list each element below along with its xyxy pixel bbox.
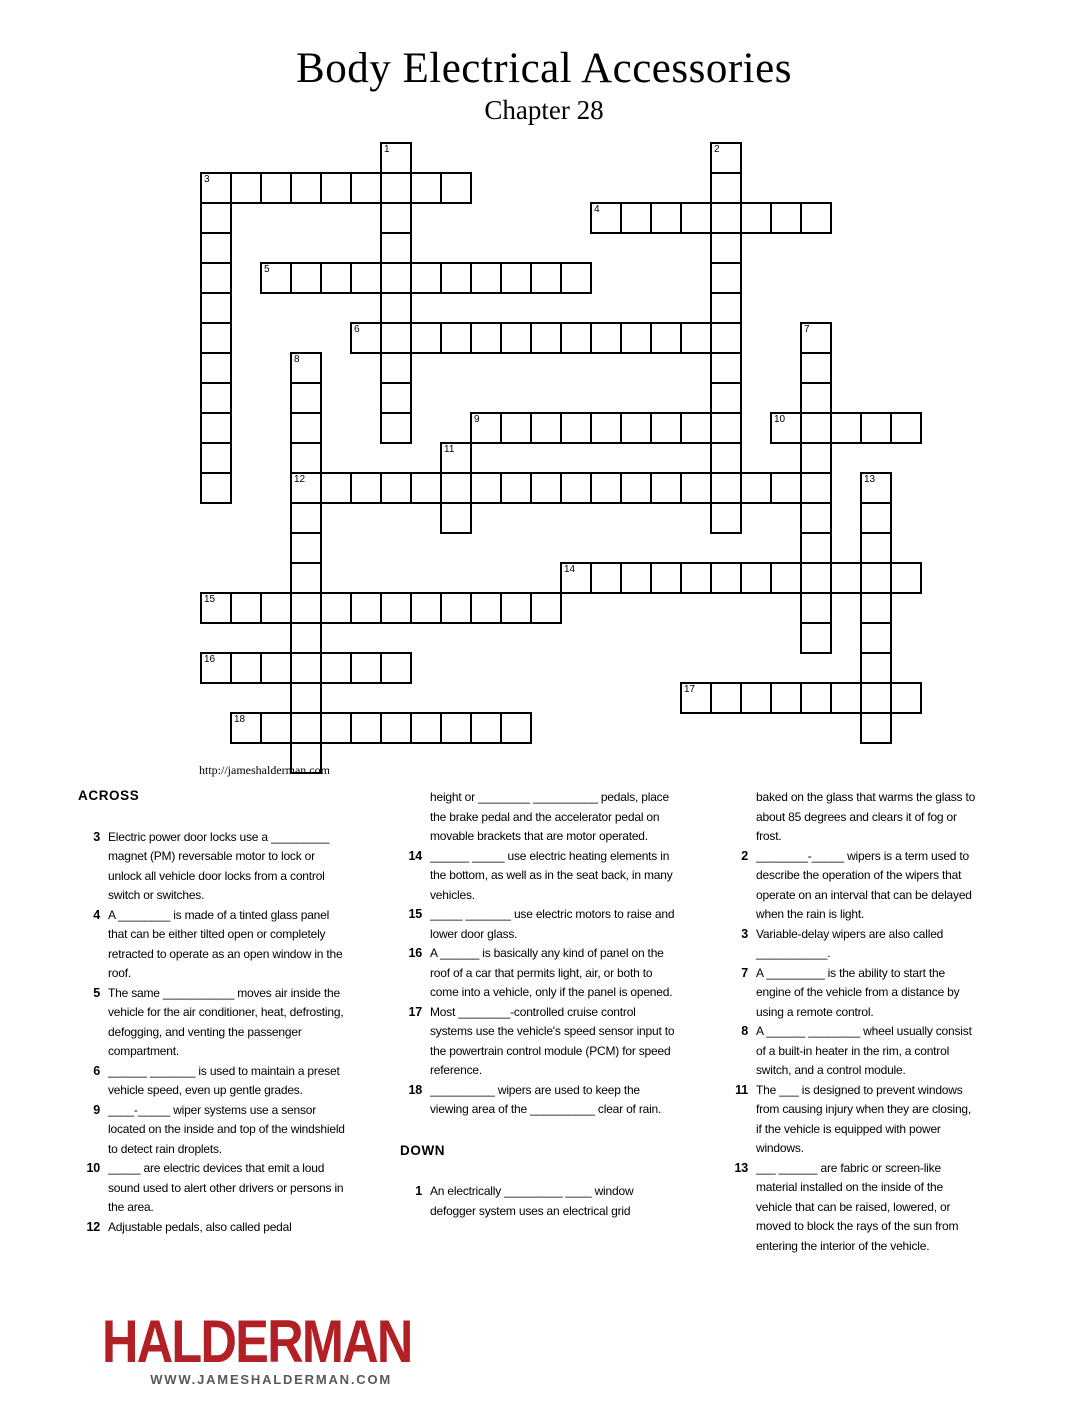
grid-cell bbox=[650, 472, 682, 504]
clues-section-header: DOWN bbox=[400, 1142, 446, 1158]
clue-text: Most ________-controlled cruise control systems use the vehicle's speed sensor input to the powertrain control module (PCM) for speed reference. bbox=[430, 1004, 675, 1077]
grid-cell bbox=[440, 442, 472, 474]
grid-cell bbox=[500, 262, 532, 294]
grid-cell bbox=[860, 652, 892, 684]
grid-cell bbox=[470, 322, 502, 354]
grid-cell bbox=[290, 682, 322, 714]
grid-cell bbox=[800, 412, 832, 444]
grid-cell bbox=[620, 562, 652, 594]
clue-item bbox=[726, 925, 978, 964]
grid-cell bbox=[530, 412, 562, 444]
clue-text: A _________ is the ability to start the engine of the vehicle from a distance by using a remote control. bbox=[756, 965, 960, 1019]
grid-cell bbox=[590, 472, 622, 504]
grid-cell bbox=[410, 592, 442, 624]
clue-text: Electric power door locks use a _________ magnet (PM) reversable motor to lock or unlock all vehicle door locks from a control switch or switches. bbox=[108, 829, 330, 902]
grid-cell bbox=[470, 412, 502, 444]
grid-cell bbox=[380, 232, 412, 264]
grid-cell bbox=[590, 202, 622, 234]
grid-cell bbox=[770, 202, 802, 234]
grid-cell bbox=[740, 562, 772, 594]
grid-cell bbox=[230, 172, 262, 204]
grid-cell bbox=[710, 142, 742, 174]
grid-cell bbox=[710, 682, 742, 714]
clue-item bbox=[78, 1062, 346, 1101]
grid-cell bbox=[530, 472, 562, 504]
cell-number: 4 bbox=[594, 204, 600, 215]
cell-number: 6 bbox=[354, 324, 360, 335]
clue-column-1 bbox=[78, 786, 346, 1237]
grid-cell bbox=[320, 262, 352, 294]
grid-cell bbox=[290, 532, 322, 564]
grid-cell bbox=[380, 652, 412, 684]
grid-cell bbox=[290, 352, 322, 384]
grid-cell bbox=[200, 202, 232, 234]
grid-cell bbox=[380, 592, 412, 624]
grid-cell bbox=[260, 172, 292, 204]
clue-text: ________-_____ wipers is a term used to describe the operation of the wipers that operate on an interval that can be delayed when the rain is light. bbox=[756, 848, 972, 921]
grid-cell bbox=[410, 322, 442, 354]
clue-item bbox=[400, 788, 676, 847]
grid-cell bbox=[500, 412, 532, 444]
clue-text: The same ___________ moves air inside the vehicle for the air conditioner, heat, defrosting, defogging, and venting the passenger compartment. bbox=[108, 985, 344, 1058]
clue-item bbox=[400, 1081, 676, 1120]
grid-cell bbox=[200, 442, 232, 474]
halderman-logo: HALDERMAN bbox=[102, 1308, 412, 1375]
grid-cell bbox=[710, 442, 742, 474]
cell-number: 9 bbox=[474, 414, 480, 425]
grid-cell bbox=[800, 202, 832, 234]
grid-cell bbox=[410, 172, 442, 204]
grid-cell bbox=[290, 592, 322, 624]
grid-cell bbox=[830, 682, 862, 714]
grid-cell bbox=[440, 172, 472, 204]
grid-cell bbox=[440, 322, 472, 354]
grid-cell bbox=[290, 472, 322, 504]
grid-cell bbox=[830, 562, 862, 594]
grid-cell bbox=[350, 652, 382, 684]
grid-cell bbox=[830, 412, 862, 444]
grid-cell bbox=[440, 262, 472, 294]
grid-cell bbox=[560, 562, 592, 594]
clue-item bbox=[78, 1218, 346, 1238]
grid-cell bbox=[650, 202, 682, 234]
source-url[interactable]: http://jameshalderman.com bbox=[199, 763, 330, 777]
grid-cell bbox=[530, 592, 562, 624]
grid-cell bbox=[560, 412, 592, 444]
grid-cell bbox=[860, 412, 892, 444]
clue-text: ______ _____ use electric heating elements in the bottom, as well as in the seat back, in many vehicles. bbox=[430, 848, 673, 902]
clue-number: 3 bbox=[741, 926, 748, 941]
grid-cell bbox=[350, 592, 382, 624]
grid-cell bbox=[710, 472, 742, 504]
grid-cell bbox=[380, 202, 412, 234]
grid-cell bbox=[710, 322, 742, 354]
grid-cell bbox=[290, 382, 322, 414]
clue-number: 13 bbox=[734, 1160, 748, 1175]
grid-cell bbox=[380, 142, 412, 174]
grid-cell bbox=[590, 412, 622, 444]
website-url[interactable]: WWW.JAMESHALDERMAN.COM bbox=[150, 1372, 392, 1387]
page-title: Body Electrical Accessories bbox=[296, 45, 792, 92]
grid-cell bbox=[770, 472, 802, 504]
cell-number: 16 bbox=[204, 654, 216, 665]
clue-column-2 bbox=[400, 788, 676, 1221]
grid-cell bbox=[470, 262, 502, 294]
grid-cell bbox=[350, 262, 382, 294]
clue-text: baked on the glass that warms the glass to about 85 degrees and clears it of fog or frost. bbox=[756, 790, 976, 843]
grid-cell bbox=[590, 322, 622, 354]
grid-cell bbox=[470, 472, 502, 504]
grid-cell bbox=[320, 652, 352, 684]
grid-cell bbox=[500, 712, 532, 744]
clue-item bbox=[400, 1182, 676, 1221]
clue-item bbox=[78, 906, 346, 984]
grid-cell bbox=[860, 682, 892, 714]
clue-item bbox=[726, 964, 978, 1023]
clue-text: height or ________ __________ pedals, place the brake pedal and the accelerator pedal on movable brackets that are motor operated. bbox=[430, 790, 669, 843]
grid-cell bbox=[200, 292, 232, 324]
clue-item bbox=[78, 984, 346, 1062]
clue-item bbox=[726, 847, 978, 925]
cell-number: 8 bbox=[294, 354, 300, 365]
grid-cell bbox=[770, 682, 802, 714]
grid-cell bbox=[260, 652, 292, 684]
grid-cell bbox=[770, 562, 802, 594]
grid-cell bbox=[290, 172, 322, 204]
grid-cell bbox=[200, 352, 232, 384]
clue-number: 8 bbox=[741, 1024, 748, 1038]
grid-cell bbox=[860, 502, 892, 534]
grid-cell bbox=[320, 172, 352, 204]
grid-cell bbox=[350, 322, 382, 354]
clue-number: 2 bbox=[741, 848, 748, 863]
cell-number: 18 bbox=[234, 714, 246, 725]
grid-cell bbox=[200, 412, 232, 444]
clue-item bbox=[400, 847, 676, 906]
grid-cell bbox=[620, 472, 652, 504]
grid-cell bbox=[290, 712, 322, 744]
clue-number: 4 bbox=[93, 907, 100, 922]
grid-cell bbox=[500, 592, 532, 624]
grid-cell bbox=[710, 202, 742, 234]
clue-number: 17 bbox=[408, 1004, 422, 1019]
grid-cell bbox=[590, 562, 622, 594]
clue-item bbox=[400, 905, 676, 944]
grid-cell bbox=[200, 592, 232, 624]
clue-number: 9 bbox=[93, 1102, 100, 1117]
clue-number: 1 bbox=[415, 1184, 422, 1198]
grid-cell bbox=[560, 472, 592, 504]
clue-text: ______ _______ is used to maintain a preset vehicle speed, even up gentle grades. bbox=[108, 1063, 340, 1097]
grid-cell bbox=[440, 472, 472, 504]
grid-cell bbox=[860, 592, 892, 624]
grid-cell bbox=[200, 322, 232, 354]
grid-cell bbox=[680, 322, 712, 354]
grid-cell bbox=[440, 502, 472, 534]
grid-cell bbox=[290, 262, 322, 294]
grid-cell bbox=[380, 472, 412, 504]
clue-item bbox=[726, 1022, 978, 1081]
grid-cell bbox=[860, 472, 892, 504]
cell-number: 1 bbox=[384, 144, 390, 155]
grid-cell bbox=[200, 172, 232, 204]
grid-cell bbox=[620, 202, 652, 234]
grid-cell bbox=[800, 682, 832, 714]
grid-cell bbox=[860, 712, 892, 744]
clue-text: Adjustable pedals, also called pedal bbox=[108, 1219, 292, 1234]
grid-cell bbox=[290, 562, 322, 594]
cell-number: 11 bbox=[444, 444, 455, 455]
grid-cell bbox=[800, 562, 832, 594]
grid-cell bbox=[680, 202, 712, 234]
clue-number: 3 bbox=[93, 829, 100, 844]
clue-text: _____ are electric devices that emit a loud sound used to alert other drivers or persons in the area. bbox=[108, 1161, 344, 1214]
grid-cell bbox=[740, 202, 772, 234]
clue-number: 5 bbox=[93, 985, 100, 1000]
grid-cell bbox=[290, 502, 322, 534]
grid-cell bbox=[380, 292, 412, 324]
grid-cell bbox=[470, 712, 502, 744]
grid-cell bbox=[380, 262, 412, 294]
grid-cell bbox=[800, 472, 832, 504]
grid-cell bbox=[800, 532, 832, 564]
grid-cell bbox=[200, 382, 232, 414]
grid-cell bbox=[800, 592, 832, 624]
clue-column-3 bbox=[726, 788, 978, 1256]
grid-cell bbox=[770, 412, 802, 444]
clue-text: ____-_____ wiper systems use a sensor located on the inside and top of the windshield to detect rain droplets. bbox=[108, 1102, 345, 1156]
grid-cell bbox=[890, 562, 922, 594]
grid-cell bbox=[710, 352, 742, 384]
grid-cell bbox=[230, 712, 262, 744]
clue-number: 12 bbox=[86, 1219, 100, 1234]
grid-cell bbox=[410, 262, 442, 294]
grid-cell bbox=[410, 472, 442, 504]
cell-number: 7 bbox=[804, 324, 810, 335]
grid-cell bbox=[260, 712, 292, 744]
clue-item bbox=[726, 1159, 978, 1257]
clue-item bbox=[726, 788, 978, 847]
grid-cell bbox=[500, 472, 532, 504]
clue-text: An electrically _________ ____ window defogger system uses an electrical grid bbox=[430, 1184, 634, 1218]
grid-cell bbox=[710, 502, 742, 534]
clue-number bbox=[400, 788, 422, 847]
grid-cell bbox=[290, 622, 322, 654]
clue-text: A ________ is made of a tinted glass panel that can be either tilted open or completely retracted to operate as an open window in the roof. bbox=[108, 907, 343, 980]
chapter-subtitle: Chapter 28 bbox=[484, 95, 604, 125]
grid-cell bbox=[680, 682, 712, 714]
grid-cell bbox=[230, 652, 262, 684]
grid-cell bbox=[800, 502, 832, 534]
cell-number: 10 bbox=[774, 414, 786, 425]
clue-item bbox=[78, 1101, 346, 1160]
grid-cell bbox=[440, 712, 472, 744]
grid-cell bbox=[530, 262, 562, 294]
grid-cell bbox=[800, 382, 832, 414]
grid-cell bbox=[440, 592, 472, 624]
grid-cell bbox=[740, 472, 772, 504]
grid-cell bbox=[380, 352, 412, 384]
grid-cell bbox=[650, 562, 682, 594]
clue-number bbox=[726, 788, 748, 847]
cell-number: 14 bbox=[564, 564, 576, 575]
grid-cell bbox=[380, 712, 412, 744]
clue-number: 7 bbox=[741, 965, 748, 980]
grid-cell bbox=[860, 562, 892, 594]
clue-text: __________ wipers are used to keep the viewing area of the __________ clear of rain. bbox=[430, 1082, 662, 1116]
grid-cell bbox=[200, 262, 232, 294]
clue-text: Variable-delay wipers are also called ___________. bbox=[756, 926, 944, 960]
clues-section-header: ACROSS bbox=[78, 788, 140, 803]
grid-cell bbox=[710, 232, 742, 264]
clue-number: 10 bbox=[86, 1161, 100, 1175]
grid-cell bbox=[380, 412, 412, 444]
grid-cell bbox=[650, 322, 682, 354]
grid-cell bbox=[410, 712, 442, 744]
grid-cell bbox=[650, 412, 682, 444]
cell-number: 13 bbox=[864, 474, 876, 485]
grid-cell bbox=[890, 412, 922, 444]
grid-cell bbox=[260, 592, 292, 624]
grid-cell bbox=[620, 322, 652, 354]
grid-cell bbox=[620, 412, 652, 444]
grid-cell bbox=[260, 262, 292, 294]
grid-cell bbox=[350, 712, 382, 744]
grid-cell bbox=[710, 382, 742, 414]
clue-text: The ___ is designed to prevent windows from causing injury when they are closing, if the vehicle is equipped with power windows. bbox=[756, 1082, 972, 1155]
grid-cell bbox=[320, 712, 352, 744]
cell-number: 5 bbox=[264, 264, 270, 275]
grid-cell bbox=[530, 322, 562, 354]
clue-text: A ______ ________ wheel usually consist of a built-in heater in the rim, a control switch, and a control module. bbox=[756, 1024, 972, 1077]
grid-cell bbox=[800, 442, 832, 474]
clue-number: 18 bbox=[408, 1082, 422, 1097]
grid-cell bbox=[500, 322, 532, 354]
grid-cell bbox=[560, 322, 592, 354]
clue-number: 11 bbox=[735, 1082, 748, 1097]
clue-number: 15 bbox=[408, 907, 422, 921]
grid-cell bbox=[710, 172, 742, 204]
grid-cell bbox=[380, 172, 412, 204]
clue-item bbox=[400, 944, 676, 1003]
grid-cell bbox=[350, 472, 382, 504]
grid-cell bbox=[200, 232, 232, 264]
cell-number: 17 bbox=[684, 684, 696, 695]
grid-cell bbox=[740, 682, 772, 714]
grid-cell bbox=[560, 262, 592, 294]
cell-number: 2 bbox=[714, 144, 720, 155]
clue-item bbox=[400, 1003, 676, 1081]
clue-text: ___ ______ are fabric or screen-like material installed on the inside of the vehicle that can be raised, lowered, or moved to block the rays of the sun from entering the interior of the vehicle. bbox=[756, 1160, 959, 1253]
grid-cell bbox=[710, 562, 742, 594]
grid-cell bbox=[200, 472, 232, 504]
clue-number: 16 bbox=[408, 946, 422, 960]
grid-cell bbox=[860, 622, 892, 654]
grid-cell bbox=[290, 412, 322, 444]
grid-cell bbox=[320, 592, 352, 624]
clue-item bbox=[78, 1159, 346, 1218]
cell-number: 15 bbox=[204, 594, 216, 605]
clue-number: 6 bbox=[93, 1063, 100, 1078]
grid-cell bbox=[290, 442, 322, 474]
grid-cell bbox=[800, 322, 832, 354]
grid-cell bbox=[800, 622, 832, 654]
grid-cell bbox=[710, 292, 742, 324]
grid-cell bbox=[230, 592, 262, 624]
grid-cell bbox=[710, 262, 742, 294]
cell-number: 12 bbox=[294, 474, 306, 485]
clue-item bbox=[726, 1081, 978, 1159]
grid-cell bbox=[470, 592, 502, 624]
grid-cell bbox=[860, 532, 892, 564]
grid-cell bbox=[890, 682, 922, 714]
grid-cell bbox=[320, 472, 352, 504]
grid-cell bbox=[380, 322, 412, 354]
cell-number: 3 bbox=[204, 174, 210, 185]
grid-cell bbox=[350, 172, 382, 204]
grid-cell bbox=[680, 412, 712, 444]
clue-text: A ______ is basically any kind of panel on the roof of a car that permits light, air, or both to come into a vehicle, only if the panel is opened. bbox=[430, 946, 673, 999]
grid-cell bbox=[290, 652, 322, 684]
grid-cell bbox=[380, 382, 412, 414]
grid-cell bbox=[680, 472, 712, 504]
grid-cell bbox=[680, 562, 712, 594]
grid-cell bbox=[800, 352, 832, 384]
clue-number: 14 bbox=[408, 848, 422, 863]
grid-cell bbox=[710, 412, 742, 444]
grid-cell bbox=[200, 652, 232, 684]
clue-item bbox=[78, 828, 346, 906]
clue-text: _____ _______ use electric motors to raise and lower door glass. bbox=[430, 907, 675, 941]
